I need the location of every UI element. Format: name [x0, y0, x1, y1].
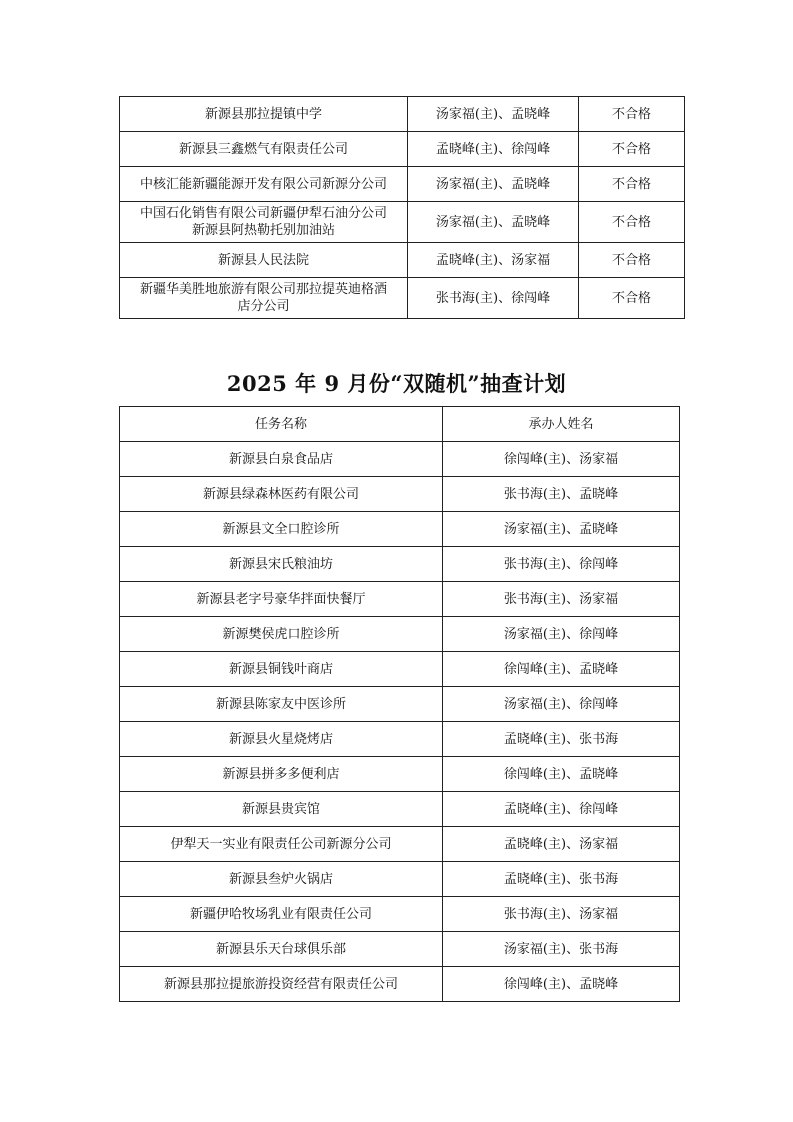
table-row	[120, 862, 680, 897]
table-row	[120, 243, 685, 278]
table-row	[120, 167, 685, 202]
task-cell: 新疆伊哈牧场乳业有限责任公司	[120, 897, 443, 932]
task-cell: 新源县三鑫燃气有限责任公司	[120, 132, 408, 167]
result-cell: 不合格	[579, 243, 685, 278]
table-row	[120, 132, 685, 167]
staff-cell: 徐闯峰(主)、汤家福	[443, 442, 680, 477]
table-row	[120, 827, 680, 862]
task-cell: 新源县老字号豪华拌面快餐厅	[120, 582, 443, 617]
header-task: 任务名称	[120, 407, 443, 442]
task-cell	[120, 278, 408, 319]
staff-cell: 孟晓峰(主)、汤家福	[443, 827, 680, 862]
staff-cell: 孟晓峰(主)、张书海	[443, 722, 680, 757]
table-row	[120, 932, 680, 967]
staff-cell: 孟晓峰(主)、汤家福	[408, 243, 579, 278]
table-row	[120, 582, 680, 617]
task-cell: 新源县人民法院	[120, 243, 408, 278]
table-row	[120, 722, 680, 757]
task-cell: 新源县绿森林医药有限公司	[120, 477, 443, 512]
staff-cell: 汤家福(主)、徐闯峰	[443, 617, 680, 652]
staff-cell: 徐闯峰(主)、孟晓峰	[443, 757, 680, 792]
previous-results-table	[119, 96, 685, 319]
table-row	[120, 512, 680, 547]
task-cell: 新源县宋氏粮油坊	[120, 547, 443, 582]
task-cell: 中核汇能新疆能源开发有限公司新源分公司	[120, 167, 408, 202]
table-row	[120, 442, 680, 477]
staff-cell: 张书海(主)、汤家福	[443, 897, 680, 932]
staff-cell: 孟晓峰(主)、张书海	[443, 862, 680, 897]
staff-cell: 汤家福(主)、孟晓峰	[408, 202, 579, 243]
task-line: 新源县阿热勒托别加油站	[191, 223, 335, 238]
result-cell: 不合格	[579, 132, 685, 167]
table-row	[120, 477, 680, 512]
task-cell: 新源县白泉食品店	[120, 442, 443, 477]
task-cell	[120, 202, 408, 243]
task-cell: 新源县贵宾馆	[120, 792, 443, 827]
task-cell: 新源县铜钱叶商店	[120, 652, 443, 687]
staff-cell: 汤家福(主)、徐闯峰	[443, 687, 680, 722]
staff-cell: 孟晓峰(主)、徐闯峰	[443, 792, 680, 827]
result-cell: 不合格	[579, 97, 685, 132]
staff-cell: 徐闯峰(主)、孟晓峰	[443, 967, 680, 1002]
staff-cell: 汤家福(主)、张书海	[443, 932, 680, 967]
staff-cell: 汤家福(主)、孟晓峰	[408, 97, 579, 132]
task-cell: 新源县文全口腔诊所	[120, 512, 443, 547]
staff-cell: 张书海(主)、汤家福	[443, 582, 680, 617]
staff-cell: 张书海(主)、徐闯峰	[408, 278, 579, 319]
staff-cell: 孟晓峰(主)、徐闯峰	[408, 132, 579, 167]
staff-cell: 汤家福(主)、孟晓峰	[408, 167, 579, 202]
table-row	[120, 547, 680, 582]
staff-cell: 张书海(主)、孟晓峰	[443, 477, 680, 512]
task-cell: 新源县乐天台球俱乐部	[120, 932, 443, 967]
table-row	[120, 897, 680, 932]
task-cell: 新源县那拉提镇中学	[120, 97, 408, 132]
table-row	[120, 792, 680, 827]
task-line: 中国石化销售有限公司新疆伊犁石油分公司	[139, 206, 387, 221]
table-row	[120, 278, 685, 319]
plan-title: 2025 年 9 月份“双随机”抽查计划	[226, 371, 567, 396]
table-row	[120, 652, 680, 687]
table-row	[120, 202, 685, 243]
staff-cell: 张书海(主)、徐闯峰	[443, 547, 680, 582]
task-line: 新疆华美胜地旅游有限公司那拉提英迪格酒	[139, 282, 387, 297]
table-row	[120, 617, 680, 652]
result-cell: 不合格	[579, 202, 685, 243]
task-cell: 新源县陈家友中医诊所	[120, 687, 443, 722]
table-row	[120, 967, 680, 1002]
task-cell: 新源县拼多多便利店	[120, 757, 443, 792]
task-cell: 新源樊侯虎口腔诊所	[120, 617, 443, 652]
plan-table	[119, 406, 680, 1002]
task-cell: 伊犁天一实业有限责任公司新源分公司	[120, 827, 443, 862]
header-staff: 承办人姓名	[443, 407, 680, 442]
result-cell: 不合格	[579, 278, 685, 319]
staff-cell: 徐闯峰(主)、孟晓峰	[443, 652, 680, 687]
task-cell: 新源县那拉提旅游投资经营有限责任公司	[120, 967, 443, 1002]
table-row	[120, 687, 680, 722]
task-cell: 新源县叁炉火锅店	[120, 862, 443, 897]
task-line: 店分公司	[237, 299, 290, 314]
table-header-row	[120, 407, 680, 442]
table-row	[120, 97, 685, 132]
task-cell: 新源县火星烧烤店	[120, 722, 443, 757]
result-cell: 不合格	[579, 167, 685, 202]
staff-cell: 汤家福(主)、孟晓峰	[443, 512, 680, 547]
table-row	[120, 757, 680, 792]
